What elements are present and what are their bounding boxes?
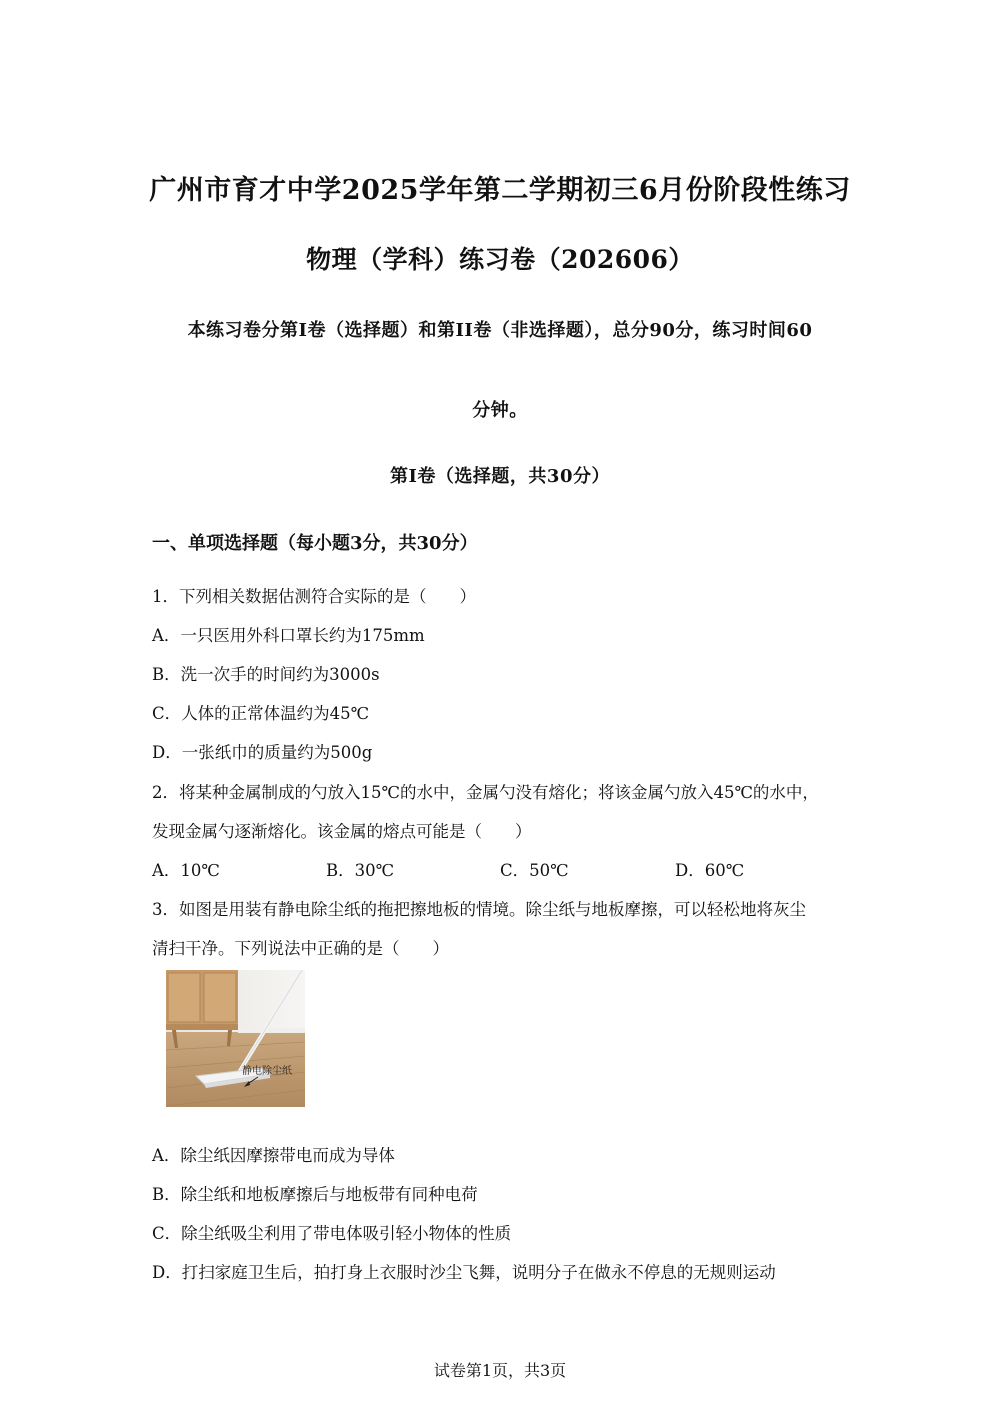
question-1-option-c: C．人体的正常体温约为45℃ (152, 704, 370, 723)
part-title: 第I卷（选择题，共30分） (390, 466, 610, 487)
exam-intro-line2: 分钟。 (472, 400, 528, 421)
mop-figure-label: 静电除尘纸 (242, 1066, 292, 1077)
question-3-option-c: C．除尘纸吸尘利用了带电体吸引轻小物体的性质 (152, 1224, 512, 1243)
exam-title: 广州市育才中学2025学年第二学期初三6月份阶段性练习 (149, 175, 851, 206)
mop-illustration (166, 970, 305, 1107)
question-1-option-b: B．洗一次手的时间约为3000s (152, 665, 380, 684)
exam-intro-line1: 本练习卷分第I卷（选择题）和第II卷（非选择题），总分90分，练习时间60 (187, 320, 813, 341)
section-title: 一、单项选择题（每小题3分，共30分） (152, 533, 478, 554)
question-3-option-a: A．除尘纸因摩擦带电而成为导体 (152, 1146, 395, 1165)
question-2-option-c: C．50℃ (500, 861, 569, 880)
question-1-stem: 1．下列相关数据估测符合实际的是（ ） (152, 587, 476, 606)
question-2-stem-line2: 发现金属勺逐渐熔化。该金属的熔点可能是（ ） (152, 822, 532, 841)
question-3-option-d: D．打扫家庭卫生后，拍打身上衣服时沙尘飞舞，说明分子在做永不停息的无规则运动 (152, 1263, 776, 1282)
page-footer: 试卷第1页，共3页 (433, 1361, 567, 1380)
question-2-option-a: A．10℃ (152, 861, 220, 880)
question-2-option-d: D．60℃ (675, 861, 745, 880)
question-3-stem-line1: 3．如图是用装有静电除尘纸的拖把擦地板的情境。除尘纸与地板摩擦，可以轻松地将灰尘 (152, 900, 806, 919)
question-3-option-b: B．除尘纸和地板摩擦后与地板带有同种电荷 (152, 1185, 478, 1204)
question-1-option-a: A．一只医用外科口罩长约为175mm (152, 626, 425, 645)
question-1-option-d: D．一张纸巾的质量约为500g (152, 743, 373, 762)
question-3-stem-line2: 清扫干净。下列说法中正确的是（ ） (152, 939, 449, 958)
exam-subtitle: 物理（学科）练习卷（202606） (306, 245, 694, 274)
question-2-stem-line1: 2．将某种金属制成的勺放入15℃的水中，金属勺没有熔化；将该金属勺放入45℃的水中， (152, 783, 819, 802)
mop-photo (166, 970, 305, 1107)
question-2-option-b: B．30℃ (326, 861, 395, 880)
